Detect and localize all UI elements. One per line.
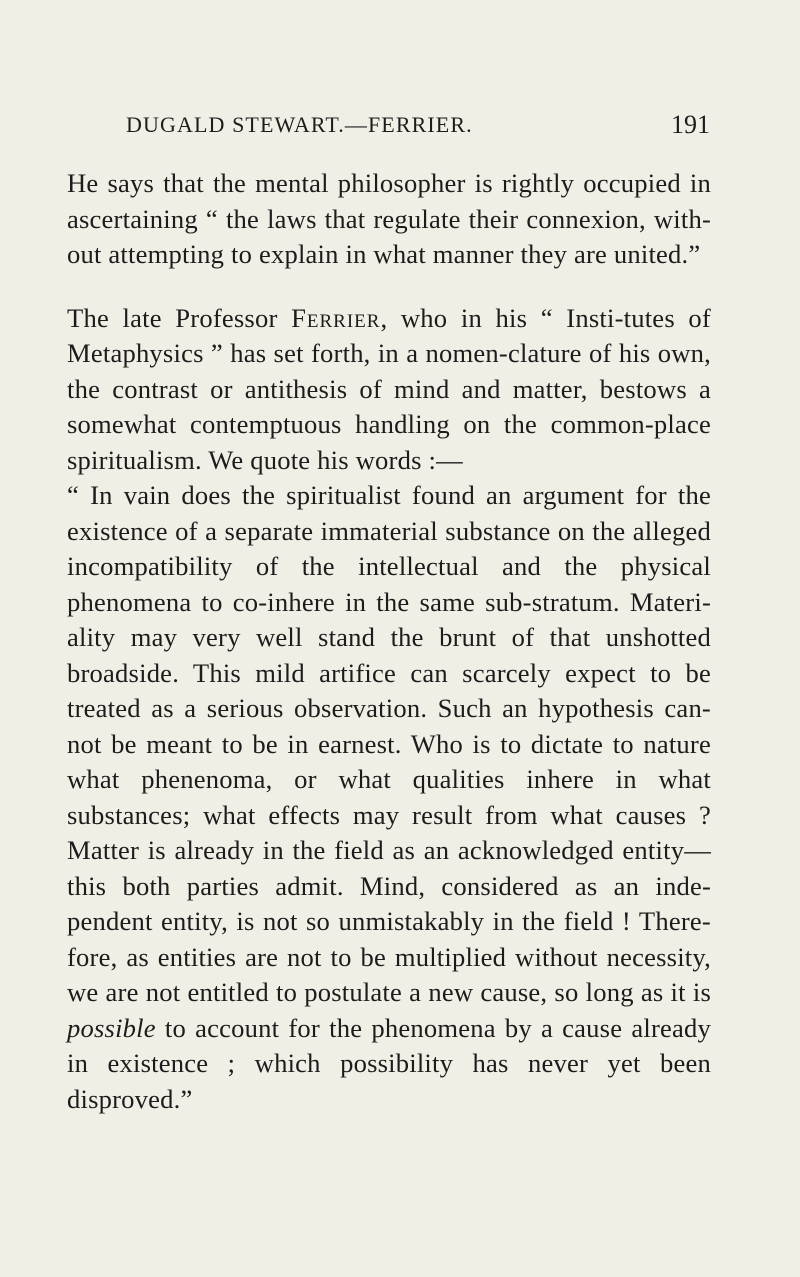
emphasis-possible: possible xyxy=(67,1012,156,1043)
paragraph-2 xyxy=(67,301,711,479)
running-title: DUGALD STEWART.—FERRIER. xyxy=(126,112,473,137)
paragraph-1: He says that the mental philosopher is rightly occupied in ascertaining “ the laws that regulate their connexion, with-out attempting to explain in what manner they are united.” xyxy=(67,168,711,269)
quotation-text-a: “ In vain does the spiritualist found an argument for the existence of a separate immaterial substance on the alleged incompatibility of the intellectual and the physical phenomena to co-inhere in the same sub-stratum. Materi-ality may very well stand the brunt of that unshotted broadside. This mild artifice can scarcely expect to be treated as a serious observation. Such an hypothesis can-not be meant to be in earnest. Who is to dictate to nature what phenenoma, or what qualities inhere in what substances; what effects may result from what causes ? Matter is already in the field as an acknowledged entity— this both parties admit. Mind, considered as an inde-pendent entity, is not so unmistakably in the field ! There-fore, as entities are not to be multiplied without necessity, we are not entitled to postulate a new cause, so long as it is xyxy=(67,480,711,1007)
body-text xyxy=(67,166,711,1117)
quotation-text-b: to account for the phenomena by a cause already in existence ; which possibility has never yet been disproved.” xyxy=(67,1012,711,1114)
paragraph-2-text-b: , who in his “ Insti-tutes of Metaphysics ” has set forth, in a nomen-clature of his own, the contrast or antithesis of mind and matter, bestows a somewhat contemptuous handling on the common-place spiritualism. We quote his words :— xyxy=(67,302,711,475)
author-name-ferrier: Ferrier xyxy=(291,302,381,333)
paragraph-2-text-a: The late Professor xyxy=(67,302,292,333)
quotation-paragraph xyxy=(67,478,711,1117)
page-number: 191 xyxy=(671,110,710,139)
running-head xyxy=(126,112,710,140)
